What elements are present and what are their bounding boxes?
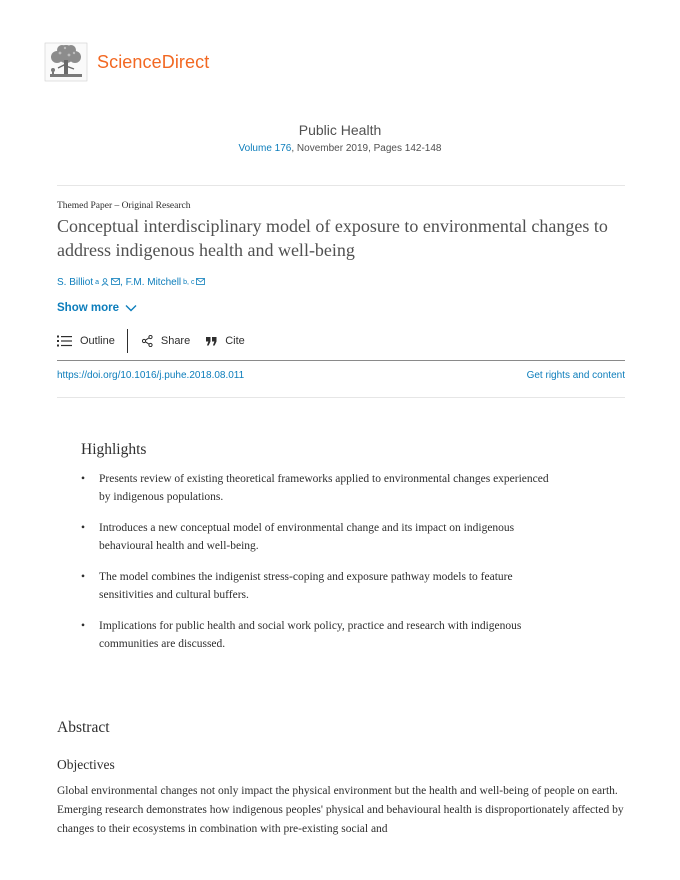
sciencedirect-logo[interactable] [44, 42, 209, 82]
elsevier-tree-icon [44, 42, 88, 82]
journal-name[interactable]: Public Health [298, 122, 382, 138]
person-icon[interactable] [101, 278, 109, 288]
highlights-list [81, 470, 551, 666]
author-separator: , [120, 277, 126, 288]
author-affiliation[interactable]: a [95, 279, 100, 286]
show-more-label: Show more [57, 302, 119, 314]
article-type: Themed Paper – Original Research [57, 201, 191, 211]
volume-details: , November 2019, Pages 142-148 [291, 143, 442, 154]
volume-link[interactable]: Volume 176 [238, 143, 292, 154]
article-toolbar [57, 330, 245, 352]
show-more-button[interactable] [57, 302, 137, 314]
brand-name: ScienceDirect [97, 51, 210, 72]
highlight-item: • The model combines the indigenist stress-coping and exposure pathway models to feature sensitivities and cultural buffers. [81, 568, 551, 604]
envelope-icon[interactable] [196, 278, 205, 287]
toolbar-divider [127, 329, 128, 353]
abstract-paragraph: Global environmental changes not only impact the physical environment but the health and well-being of people on earth. Emerging research demonstrates how indigenous peoples' physical and behavioural health is disproportionately affected by changes to their ecosystems in combination with pre-existing social and [57, 785, 624, 835]
rights-link[interactable]: Get rights and content [526, 370, 625, 381]
article-title: Conceptual interdisciplinary model of exposure to environmental changes to address indigenous health and well-being [57, 216, 608, 260]
toolbar-divider-line [57, 360, 625, 361]
share-icon [142, 335, 153, 347]
highlight-item: • Implications for public health and social work policy, practice and research with indigenous communities are discussed. [81, 617, 551, 653]
highlights-heading: Highlights [81, 441, 147, 458]
cite-label: Cite [225, 335, 245, 347]
volume-info [0, 143, 680, 154]
list-icon [57, 335, 72, 347]
quote-icon [206, 337, 217, 346]
objectives-heading: Objectives [57, 757, 115, 772]
cite-button[interactable] [206, 335, 245, 347]
abstract-heading: Abstract [57, 719, 110, 736]
chevron-down-icon [125, 304, 137, 312]
author-list [57, 277, 205, 288]
section-divider [57, 397, 625, 398]
author-link[interactable]: F.M. Mitchell [125, 277, 182, 288]
doi-link[interactable]: https://doi.org/10.1016/j.puhe.2018.08.011 [57, 370, 245, 381]
share-button[interactable] [142, 335, 190, 347]
author-link[interactable]: S. Billiot [57, 277, 94, 288]
highlight-item: • Presents review of existing theoretical frameworks applied to environmental changes experienced by indigenous populations. [81, 470, 551, 506]
envelope-icon[interactable] [111, 278, 120, 287]
highlight-item: • Introduces a new conceptual model of environmental change and its impact on indigenous behavioural health and well-being. [81, 519, 551, 555]
outline-label: Outline [80, 335, 115, 347]
author-affiliation[interactable]: b, c [183, 279, 195, 286]
share-label: Share [160, 335, 191, 347]
outline-button[interactable] [57, 335, 115, 347]
header-divider [57, 185, 625, 186]
